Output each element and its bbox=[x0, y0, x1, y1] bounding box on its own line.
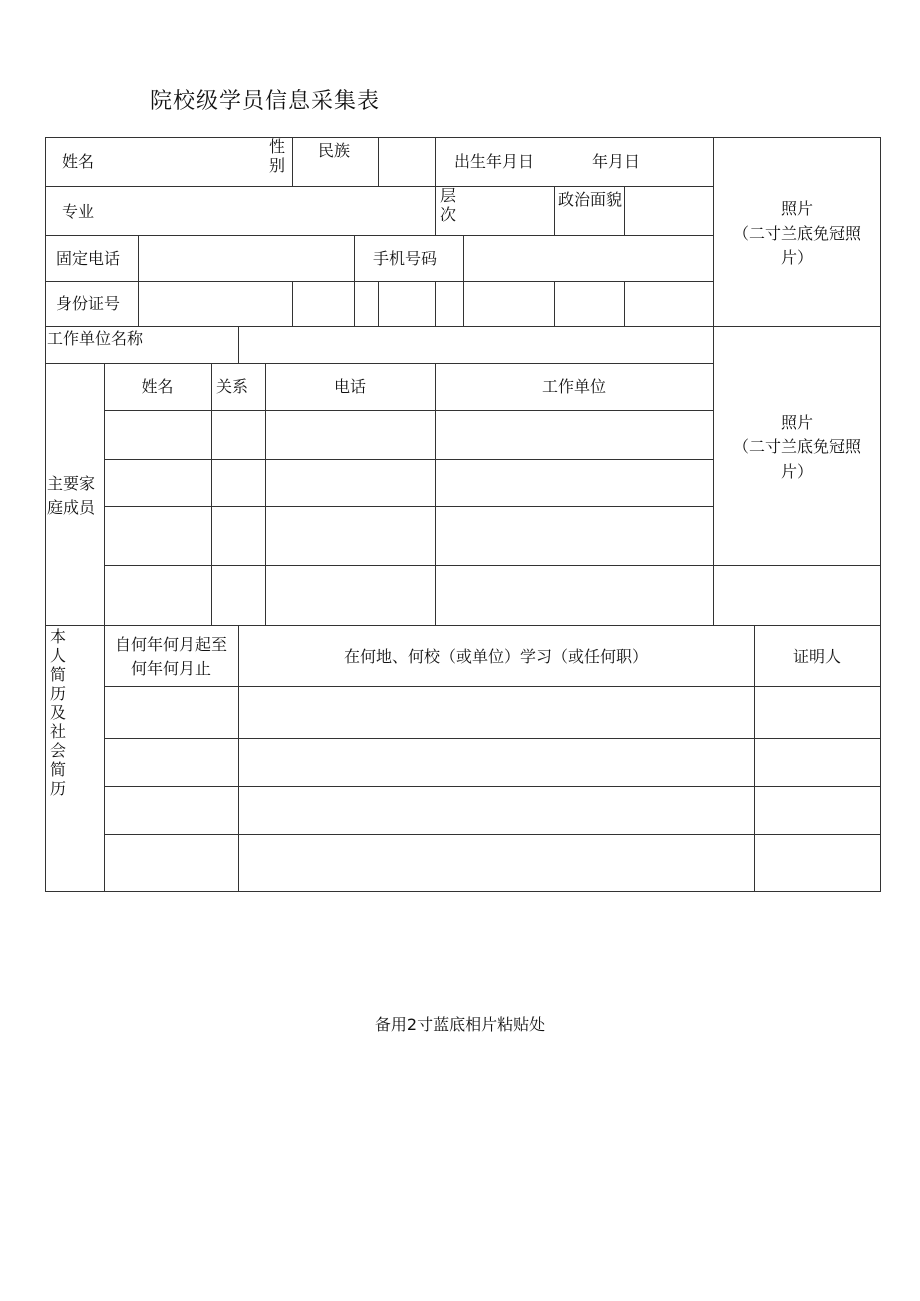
resume-row[interactable] bbox=[106, 688, 879, 737]
resume-row[interactable] bbox=[106, 836, 879, 890]
birth-field[interactable]: 年月日 bbox=[592, 152, 641, 171]
photo-label: 照片 bbox=[780, 199, 813, 218]
id-number-label: 身份证号 bbox=[56, 294, 121, 313]
resume-col-place: 在何地、何校（或单位）学习（或任何职） bbox=[343, 647, 648, 666]
photo-note-line2: 片） bbox=[780, 248, 813, 267]
family-row[interactable] bbox=[106, 412, 712, 458]
gender-label: 性别 bbox=[269, 137, 286, 175]
family-col-name: 姓名 bbox=[141, 377, 174, 396]
name-field[interactable] bbox=[140, 139, 290, 185]
name-label: 姓名 bbox=[62, 152, 95, 171]
landline-label: 固定电话 bbox=[56, 249, 121, 268]
landline-field[interactable] bbox=[140, 237, 353, 280]
photo-note-line1: （二寸兰底免冠照 bbox=[732, 224, 861, 243]
family-row[interactable] bbox=[106, 508, 712, 564]
resume-col-witness: 证明人 bbox=[792, 647, 841, 666]
mobile-field[interactable] bbox=[465, 237, 712, 280]
photo-note-line1: （二寸兰底免冠照 bbox=[732, 437, 861, 456]
resume-row[interactable] bbox=[106, 788, 879, 833]
ethnicity-label: 民族 bbox=[318, 141, 351, 160]
form-title: 院校级学员信息采集表 bbox=[150, 89, 381, 114]
resume-section-label: 本人简历及社会简历 bbox=[50, 627, 67, 798]
family-row[interactable] bbox=[106, 461, 712, 505]
spare-photo-note: 备用2寸蓝底相片粘贴处 bbox=[374, 1015, 546, 1034]
workplace-field[interactable] bbox=[240, 328, 712, 362]
family-row[interactable] bbox=[106, 567, 712, 624]
ethnicity-field[interactable] bbox=[380, 139, 434, 185]
political-field[interactable] bbox=[626, 188, 712, 234]
major-label: 专业 bbox=[62, 202, 95, 221]
family-col-workplace: 工作单位 bbox=[541, 377, 606, 396]
workplace-label: 工作单位名称 bbox=[47, 329, 144, 348]
mobile-label: 手机号码 bbox=[373, 249, 438, 268]
level-field[interactable] bbox=[465, 188, 553, 234]
major-field[interactable] bbox=[140, 188, 430, 234]
family-col-relation: 关系 bbox=[215, 377, 248, 396]
resume-col-period-line1: 自何年何月起至 bbox=[114, 635, 227, 654]
resume-row[interactable] bbox=[106, 740, 879, 785]
photo-note-line2: 片） bbox=[780, 462, 813, 481]
family-col-phone: 电话 bbox=[333, 377, 366, 396]
id-number-field[interactable] bbox=[140, 283, 712, 325]
family-section-label: 主要家庭成员 bbox=[47, 474, 96, 517]
photo-label: 照片 bbox=[780, 413, 813, 432]
political-label: 政治面貌 bbox=[557, 190, 622, 209]
birth-label: 出生年月日 bbox=[454, 152, 535, 171]
level-label: 层次 bbox=[440, 186, 457, 224]
resume-col-period-line2: 何年何月止 bbox=[130, 659, 211, 678]
